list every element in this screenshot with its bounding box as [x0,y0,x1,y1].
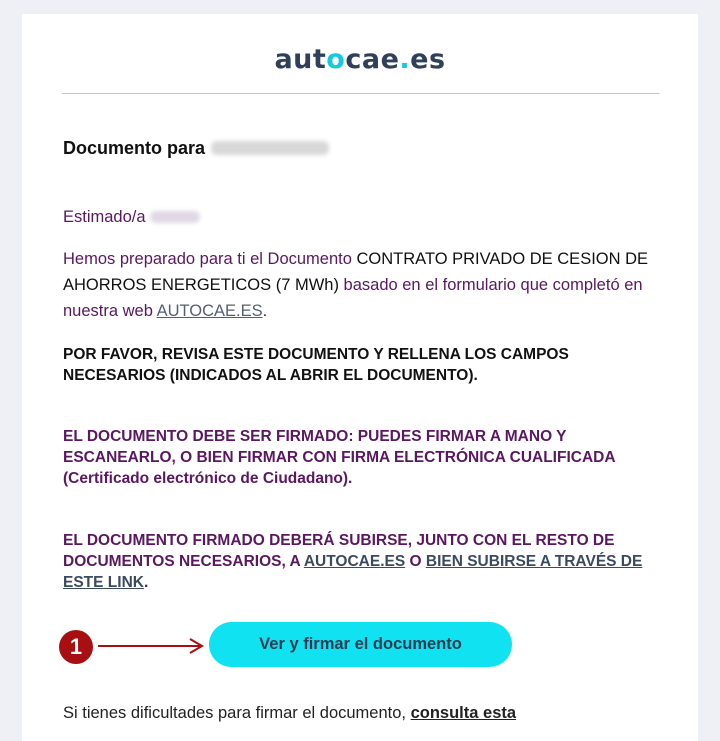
autocae-logo: autocae.es [274,44,446,75]
greeting: Estimado/a [63,204,663,230]
intro-paragraph: Hemos preparado para ti el Documento CONTRATO PRIVADO DE CESION DE AHORROS ENERGETICOS (7 MWh) basado en el formulario que completó en nuestra web AUTOCAE.ES. [63,250,649,320]
page-title: Documento para [63,138,329,159]
annotation-badge: 1 [59,630,93,664]
view-sign-document-button[interactable]: Ver y firmar el documento [209,622,512,667]
redacted-first-name [150,211,200,223]
header-divider [62,93,659,94]
upload-link[interactable]: BIEN SUBIRSE A TRAVÉS DE ESTE LINK [63,553,643,591]
document-name: CONTRATO PRIVADO DE CESION DE AHORROS ENERGETICOS (7 MWh) [63,250,649,294]
redacted-name [211,141,329,155]
help-link[interactable]: consulta esta [410,704,517,722]
footer-help-text: Si tienes dificultades para firmar el documento, consulta esta [63,704,517,722]
email-card [22,14,698,741]
autocae-upload-link[interactable]: AUTOCAE.ES [303,553,406,570]
notice-upload: EL DOCUMENTO FIRMADO DEBERÁ SUBIRSE, JUNTO CON EL RESTO DE DOCUMENTOS NECESARIOS, A AUTOCAE.ES O BIEN SUBIRSE A TRAVÉS DE ESTE LINK. [63,532,643,591]
notice-sign: EL DOCUMENTO DEBE SER FIRMADO: PUEDES FIRMAR A MANO Y ESCANEARLO, O BIEN FIRMAR CON FIRMA ELECTRÓNICA CUALIFICADA (Certificado electrónico de Ciudadano). [63,428,615,487]
arrow-right-icon [96,636,206,656]
notice-review: POR FAVOR, REVISA ESTE DOCUMENTO Y RELLENA LOS CAMPOS NECESARIOS (INDICADOS AL ABRIR EL DOCUMENTO). [63,346,569,384]
autocae-link[interactable]: AUTOCAE.ES [156,302,263,320]
